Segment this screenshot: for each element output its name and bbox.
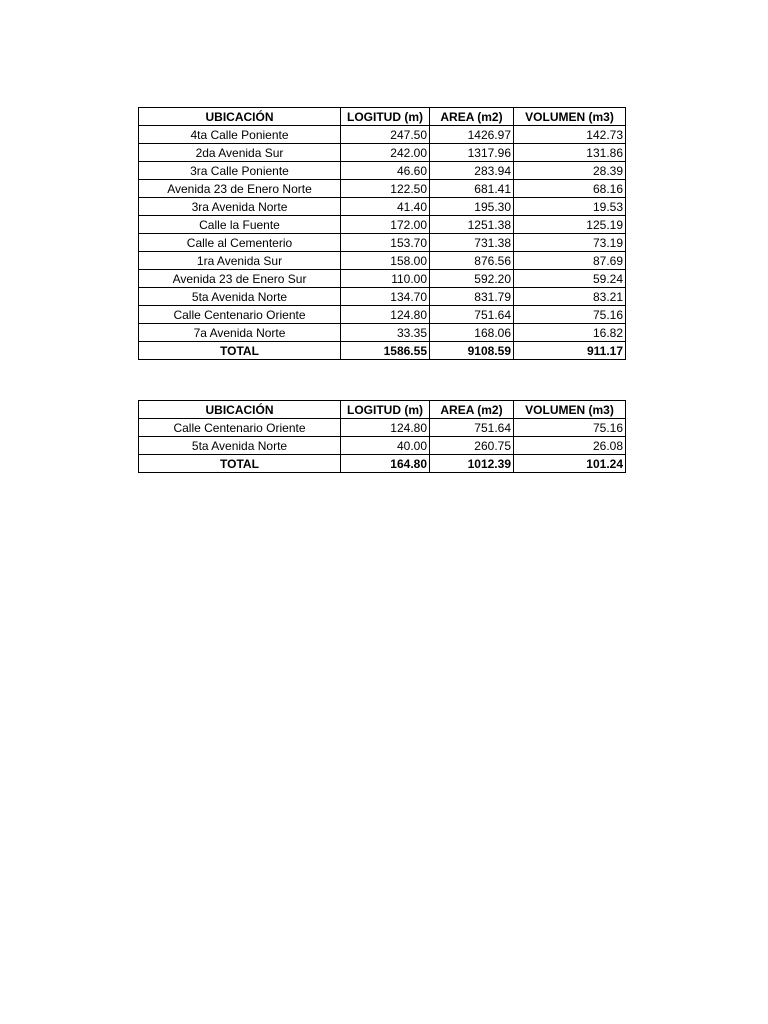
- total-volumen: 911.17: [514, 342, 626, 360]
- cell-area: 1317.96: [430, 144, 514, 162]
- cell-area: 681.41: [430, 180, 514, 198]
- cell-volumen: 131.86: [514, 144, 626, 162]
- cell-ubicacion: 3ra Calle Poniente: [139, 162, 341, 180]
- cell-ubicacion: 2da Avenida Sur: [139, 144, 341, 162]
- header-longitud: LOGITUD (m): [341, 401, 430, 419]
- cell-area: 751.64: [430, 306, 514, 324]
- cell-ubicacion: 4ta Calle Poniente: [139, 126, 341, 144]
- table-row: [139, 162, 626, 180]
- cell-longitud: 46.60: [341, 162, 430, 180]
- table-row: [139, 126, 626, 144]
- total-longitud: 1586.55: [341, 342, 430, 360]
- header-ubicacion: UBICACIÓN: [139, 108, 341, 126]
- cell-ubicacion: 7a Avenida Norte: [139, 324, 341, 342]
- cell-ubicacion: Avenida 23 de Enero Norte: [139, 180, 341, 198]
- cell-volumen: 68.16: [514, 180, 626, 198]
- cell-longitud: 40.00: [341, 437, 430, 455]
- cell-longitud: 122.50: [341, 180, 430, 198]
- cell-area: 168.06: [430, 324, 514, 342]
- cell-volumen: 59.24: [514, 270, 626, 288]
- table-row: [139, 198, 626, 216]
- cell-longitud: 110.00: [341, 270, 430, 288]
- table-total-row: [139, 455, 626, 473]
- cell-area: 831.79: [430, 288, 514, 306]
- table-row: [139, 437, 626, 455]
- cell-longitud: 172.00: [341, 216, 430, 234]
- cell-longitud: 33.35: [341, 324, 430, 342]
- cell-ubicacion: 1ra Avenida Sur: [139, 252, 341, 270]
- cell-volumen: 26.08: [514, 437, 626, 455]
- table-street-volumes: [138, 107, 626, 360]
- cell-longitud: 242.00: [341, 144, 430, 162]
- cell-area: 731.38: [430, 234, 514, 252]
- header-area: AREA (m2): [430, 401, 514, 419]
- header-volumen: VOLUMEN (m3): [514, 401, 626, 419]
- table-row: [139, 216, 626, 234]
- cell-ubicacion: Calle la Fuente: [139, 216, 341, 234]
- cell-volumen: 19.53: [514, 198, 626, 216]
- cell-longitud: 153.70: [341, 234, 430, 252]
- header-volumen: VOLUMEN (m3): [514, 108, 626, 126]
- table-total-row: [139, 342, 626, 360]
- cell-volumen: 75.16: [514, 306, 626, 324]
- table-row: [139, 180, 626, 198]
- cell-area: 195.30: [430, 198, 514, 216]
- cell-volumen: 142.73: [514, 126, 626, 144]
- cell-area: 260.75: [430, 437, 514, 455]
- header-longitud: LOGITUD (m): [341, 108, 430, 126]
- total-label: TOTAL: [139, 455, 341, 473]
- cell-ubicacion: Calle al Cementerio: [139, 234, 341, 252]
- cell-longitud: 124.80: [341, 306, 430, 324]
- table-header-row: [139, 108, 626, 126]
- table-row: [139, 419, 626, 437]
- cell-area: 1426.97: [430, 126, 514, 144]
- table-row: [139, 252, 626, 270]
- cell-area: 751.64: [430, 419, 514, 437]
- cell-volumen: 83.21: [514, 288, 626, 306]
- cell-volumen: 73.19: [514, 234, 626, 252]
- cell-volumen: 125.19: [514, 216, 626, 234]
- table-street-volumes-secondary: [138, 400, 626, 473]
- cell-ubicacion: 5ta Avenida Norte: [139, 437, 341, 455]
- cell-volumen: 28.39: [514, 162, 626, 180]
- table-row: [139, 234, 626, 252]
- cell-volumen: 87.69: [514, 252, 626, 270]
- cell-volumen: 16.82: [514, 324, 626, 342]
- header-ubicacion: UBICACIÓN: [139, 401, 341, 419]
- cell-ubicacion: 5ta Avenida Norte: [139, 288, 341, 306]
- cell-ubicacion: Avenida 23 de Enero Sur: [139, 270, 341, 288]
- total-volumen: 101.24: [514, 455, 626, 473]
- cell-longitud: 158.00: [341, 252, 430, 270]
- cell-longitud: 247.50: [341, 126, 430, 144]
- cell-ubicacion: Calle Centenario Oriente: [139, 419, 341, 437]
- cell-area: 1251.38: [430, 216, 514, 234]
- total-longitud: 164.80: [341, 455, 430, 473]
- cell-area: 592.20: [430, 270, 514, 288]
- cell-ubicacion: Calle Centenario Oriente: [139, 306, 341, 324]
- table-header-row: [139, 401, 626, 419]
- total-label: TOTAL: [139, 342, 341, 360]
- cell-longitud: 124.80: [341, 419, 430, 437]
- table-row: [139, 288, 626, 306]
- header-area: AREA (m2): [430, 108, 514, 126]
- table-row: [139, 144, 626, 162]
- cell-longitud: 134.70: [341, 288, 430, 306]
- table-row: [139, 324, 626, 342]
- total-area: 1012.39: [430, 455, 514, 473]
- total-area: 9108.59: [430, 342, 514, 360]
- cell-longitud: 41.40: [341, 198, 430, 216]
- table-row: [139, 270, 626, 288]
- cell-area: 283.94: [430, 162, 514, 180]
- table-row: [139, 306, 626, 324]
- cell-area: 876.56: [430, 252, 514, 270]
- cell-ubicacion: 3ra Avenida Norte: [139, 198, 341, 216]
- cell-volumen: 75.16: [514, 419, 626, 437]
